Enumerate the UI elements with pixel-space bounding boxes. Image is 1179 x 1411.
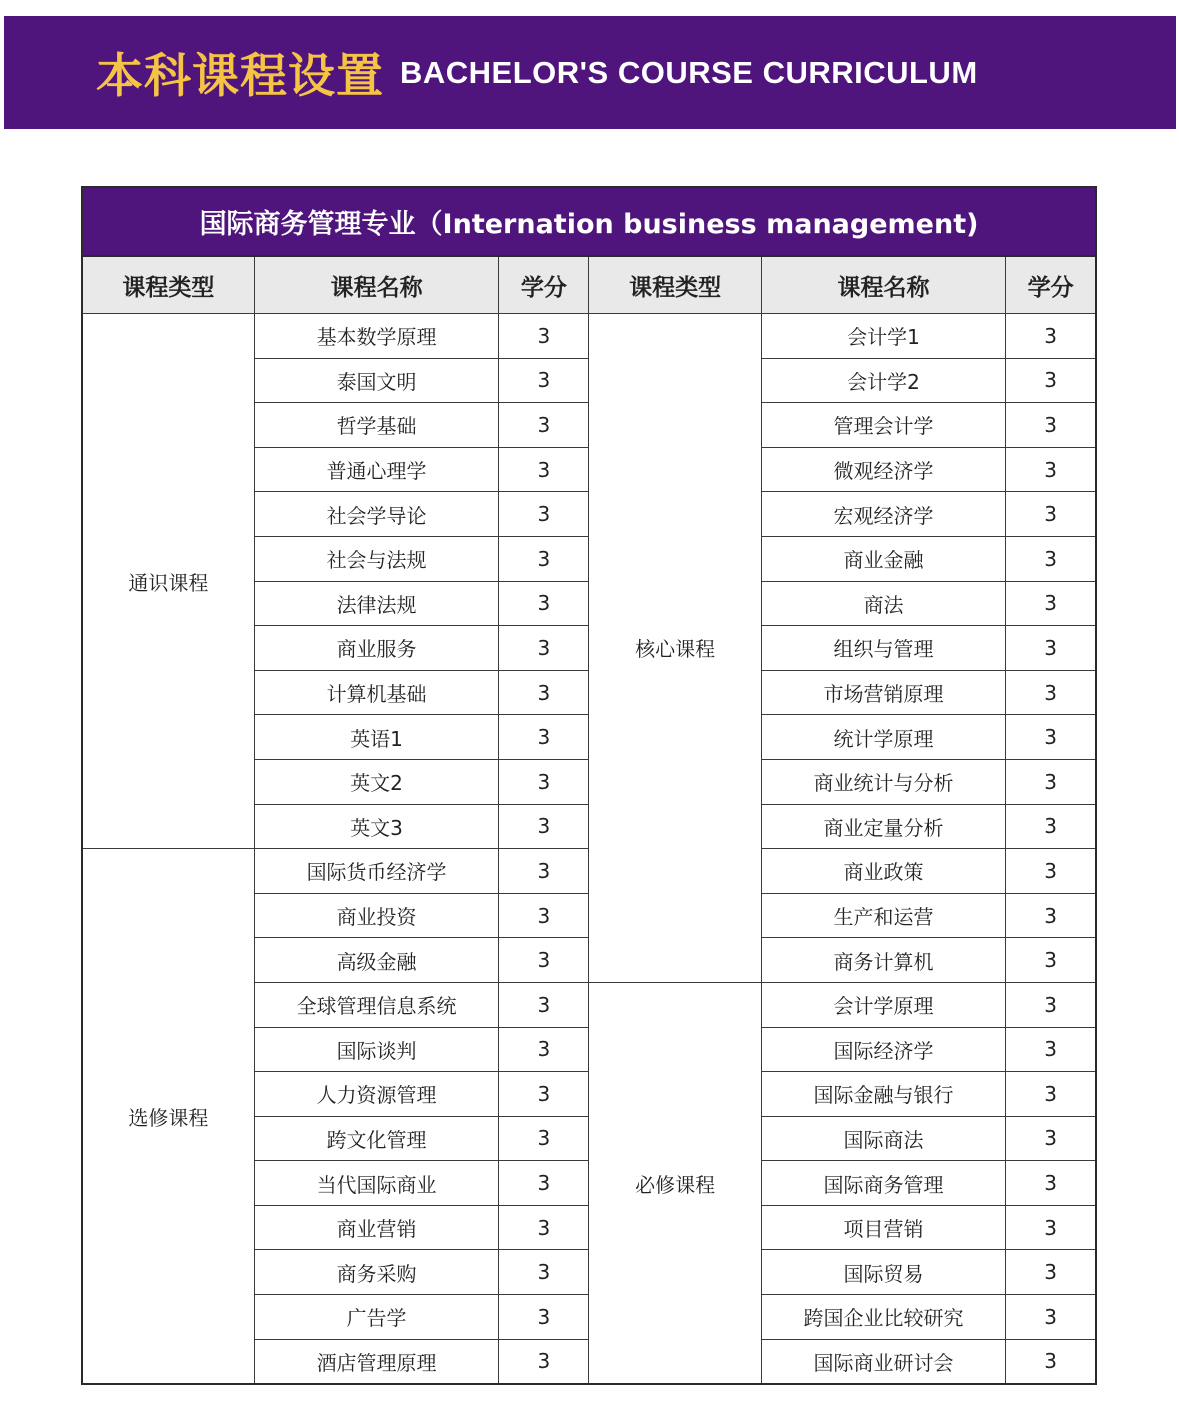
course-type-right: 必修课程 — [589, 982, 761, 1384]
header-row — [82, 256, 1096, 314]
course-type-left: 选修课程 — [82, 849, 254, 1385]
course-credit: 3 — [499, 1339, 589, 1384]
table-title: 国际商务管理专业（Internation business management) — [81, 186, 1097, 255]
course-credit: 3 — [1006, 1161, 1096, 1206]
course-credit: 3 — [499, 804, 589, 849]
course-name: 商务计算机 — [761, 938, 1005, 983]
course-credit: 3 — [1006, 1295, 1096, 1340]
course-name: 商业投资 — [254, 893, 498, 938]
course-credit: 3 — [1006, 492, 1096, 537]
course-credit: 3 — [1006, 314, 1096, 359]
course-name: 市场营销原理 — [761, 670, 1005, 715]
course-credit: 3 — [1006, 581, 1096, 626]
course-name: 微观经济学 — [761, 447, 1005, 492]
course-name: 社会与法规 — [254, 536, 498, 581]
course-name: 会计学2 — [761, 358, 1005, 403]
course-credit: 3 — [499, 447, 589, 492]
course-credit: 3 — [1006, 626, 1096, 671]
course-name: 商业服务 — [254, 626, 498, 671]
course-credit: 3 — [499, 403, 589, 448]
course-credit: 3 — [499, 581, 589, 626]
course-credit: 3 — [499, 626, 589, 671]
course-credit: 3 — [499, 670, 589, 715]
course-table — [81, 255, 1097, 1385]
banner-title-zh: 本科课程设置 — [96, 49, 384, 104]
course-credit: 3 — [499, 893, 589, 938]
course-name: 普通心理学 — [254, 447, 498, 492]
course-name: 当代国际商业 — [254, 1161, 498, 1206]
course-name: 商业营销 — [254, 1205, 498, 1250]
course-name: 泰国文明 — [254, 358, 498, 403]
course-name: 商业金融 — [761, 536, 1005, 581]
header-name-right: 课程名称 — [761, 256, 1005, 314]
course-name: 国际商业研讨会 — [761, 1339, 1005, 1384]
curriculum-table — [81, 186, 1097, 1385]
course-credit: 3 — [1006, 804, 1096, 849]
course-credit: 3 — [1006, 1339, 1096, 1384]
course-name: 国际商务管理 — [761, 1161, 1005, 1206]
course-name: 英文3 — [254, 804, 498, 849]
course-name: 基本数学原理 — [254, 314, 498, 359]
course-name: 英文2 — [254, 759, 498, 804]
course-credit: 3 — [499, 314, 589, 359]
course-name: 英语1 — [254, 715, 498, 760]
course-credit: 3 — [499, 849, 589, 894]
course-name: 管理会计学 — [761, 403, 1005, 448]
course-type-left: 通识课程 — [82, 314, 254, 849]
course-name: 跨文化管理 — [254, 1116, 498, 1161]
course-name: 商业定量分析 — [761, 804, 1005, 849]
header-type-right: 课程类型 — [589, 256, 761, 314]
course-credit: 3 — [1006, 715, 1096, 760]
course-name: 组织与管理 — [761, 626, 1005, 671]
course-credit: 3 — [499, 938, 589, 983]
course-credit: 3 — [499, 759, 589, 804]
course-credit: 3 — [499, 1072, 589, 1117]
course-credit: 3 — [499, 1161, 589, 1206]
course-credit: 3 — [1006, 849, 1096, 894]
course-name: 计算机基础 — [254, 670, 498, 715]
course-credit: 3 — [499, 358, 589, 403]
course-name: 商业政策 — [761, 849, 1005, 894]
header-name-left: 课程名称 — [254, 256, 498, 314]
course-credit: 3 — [499, 492, 589, 537]
course-name: 酒店管理原理 — [254, 1339, 498, 1384]
course-name: 国际商法 — [761, 1116, 1005, 1161]
header-credit-right: 学分 — [1006, 256, 1096, 314]
course-type-right: 核心课程 — [589, 314, 761, 983]
course-credit: 3 — [1006, 358, 1096, 403]
course-name: 项目营销 — [761, 1205, 1005, 1250]
course-name: 跨国企业比较研究 — [761, 1295, 1005, 1340]
header-banner — [4, 16, 1176, 129]
course-credit: 3 — [1006, 447, 1096, 492]
course-credit: 3 — [1006, 1250, 1096, 1295]
course-name: 法律法规 — [254, 581, 498, 626]
course-credit: 3 — [499, 1027, 589, 1072]
course-name: 哲学基础 — [254, 403, 498, 448]
course-credit: 3 — [1006, 536, 1096, 581]
course-name: 商业统计与分析 — [761, 759, 1005, 804]
course-credit: 3 — [1006, 1116, 1096, 1161]
course-credit: 3 — [1006, 1205, 1096, 1250]
header-credit-left: 学分 — [499, 256, 589, 314]
course-credit: 3 — [1006, 893, 1096, 938]
course-credit: 3 — [499, 1295, 589, 1340]
course-table-body — [82, 314, 1096, 1385]
course-name: 社会学导论 — [254, 492, 498, 537]
course-name: 商务采购 — [254, 1250, 498, 1295]
course-credit: 3 — [1006, 670, 1096, 715]
course-name: 国际贸易 — [761, 1250, 1005, 1295]
course-name: 国际经济学 — [761, 1027, 1005, 1072]
course-credit: 3 — [499, 715, 589, 760]
course-credit: 3 — [1006, 759, 1096, 804]
course-credit: 3 — [499, 1116, 589, 1161]
course-credit: 3 — [499, 1205, 589, 1250]
course-credit: 3 — [1006, 938, 1096, 983]
course-credit: 3 — [1006, 1027, 1096, 1072]
course-name: 会计学1 — [761, 314, 1005, 359]
course-name: 广告学 — [254, 1295, 498, 1340]
course-name: 会计学原理 — [761, 982, 1005, 1027]
course-name: 商法 — [761, 581, 1005, 626]
course-name: 宏观经济学 — [761, 492, 1005, 537]
course-name: 人力资源管理 — [254, 1072, 498, 1117]
course-name: 统计学原理 — [761, 715, 1005, 760]
banner-title-en: BACHELOR'S COURSE CURRICULUM — [400, 54, 978, 90]
course-name: 全球管理信息系统 — [254, 982, 498, 1027]
course-credit: 3 — [499, 536, 589, 581]
course-name: 高级金融 — [254, 938, 498, 983]
course-name: 国际金融与银行 — [761, 1072, 1005, 1117]
table-row — [82, 314, 1096, 359]
course-credit: 3 — [1006, 403, 1096, 448]
course-credit: 3 — [1006, 1072, 1096, 1117]
course-name: 国际货币经济学 — [254, 849, 498, 894]
course-credit: 3 — [1006, 982, 1096, 1027]
header-type-left: 课程类型 — [82, 256, 254, 314]
course-credit: 3 — [499, 982, 589, 1027]
course-name: 国际谈判 — [254, 1027, 498, 1072]
course-name: 生产和运营 — [761, 893, 1005, 938]
course-credit: 3 — [499, 1250, 589, 1295]
